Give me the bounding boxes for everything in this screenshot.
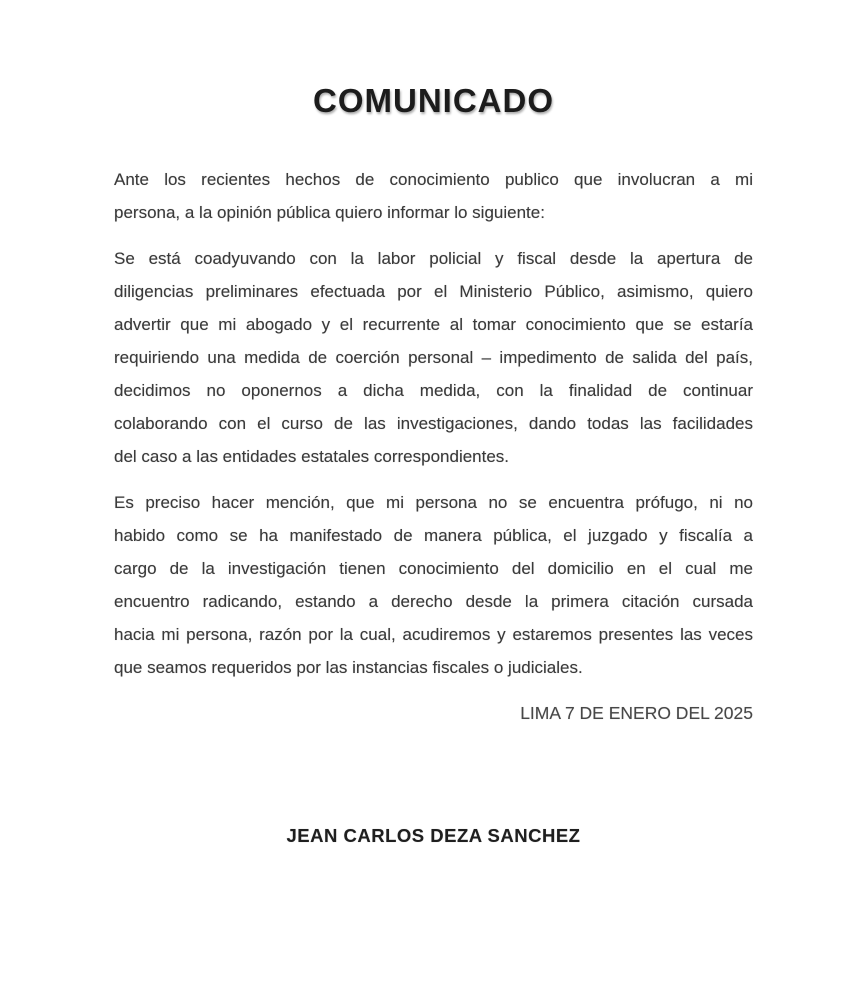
document-page — [0, 82, 867, 984]
paragraph — [114, 242, 753, 473]
text-line: Se está coadyuvando con la labor policial y fiscal desde la apertura de — [114, 249, 753, 268]
text-line: colaborando con el curso de las investigaciones, dando todas las facilidades — [114, 414, 753, 433]
text-line: cargo de la investigación tienen conocimiento del domicilio en el cual me — [114, 559, 753, 578]
text-line: diligencias preliminares efectuada por el Ministerio Público, asimismo, quiero — [114, 282, 753, 301]
paragraphs — [114, 163, 753, 684]
text-line: que seamos requeridos por las instancias fiscales o judiciales. — [114, 658, 583, 677]
paragraph — [114, 163, 753, 229]
text-line: advertir que mi abogado y el recurrente al tomar conocimiento que se estaría — [114, 315, 753, 334]
date-line: LIMA 7 DE ENERO DEL 2025 — [520, 703, 753, 723]
text-line: decidimos no oponernos a dicha medida, con la finalidad de continuar — [114, 381, 753, 400]
page-title: COMUNICADO — [313, 82, 554, 119]
text-line: persona, a la opinión pública quiero informar lo siguiente: — [114, 203, 545, 222]
text-line: encuentro radicando, estando a derecho desde la primera citación cursada — [114, 592, 753, 611]
signature-name: JEAN CARLOS DEZA SANCHEZ — [286, 825, 581, 846]
text-line: requiriendo una medida de coerción personal – impedimento de salida del país, — [114, 348, 753, 367]
text-line: Es preciso hacer mención, que mi persona no se encuentra prófugo, ni no — [114, 493, 753, 512]
text-line: del caso a las entidades estatales correspondientes. — [114, 447, 510, 466]
text-line: habido como se ha manifestado de manera pública, el juzgado y fiscalía a — [114, 526, 753, 545]
text-line: hacia mi persona, razón por la cual, acudiremos y estaremos presentes las veces — [114, 625, 753, 644]
text-line: Ante los recientes hechos de conocimiento publico que involucran a mi — [114, 170, 753, 189]
paragraph — [114, 486, 753, 684]
